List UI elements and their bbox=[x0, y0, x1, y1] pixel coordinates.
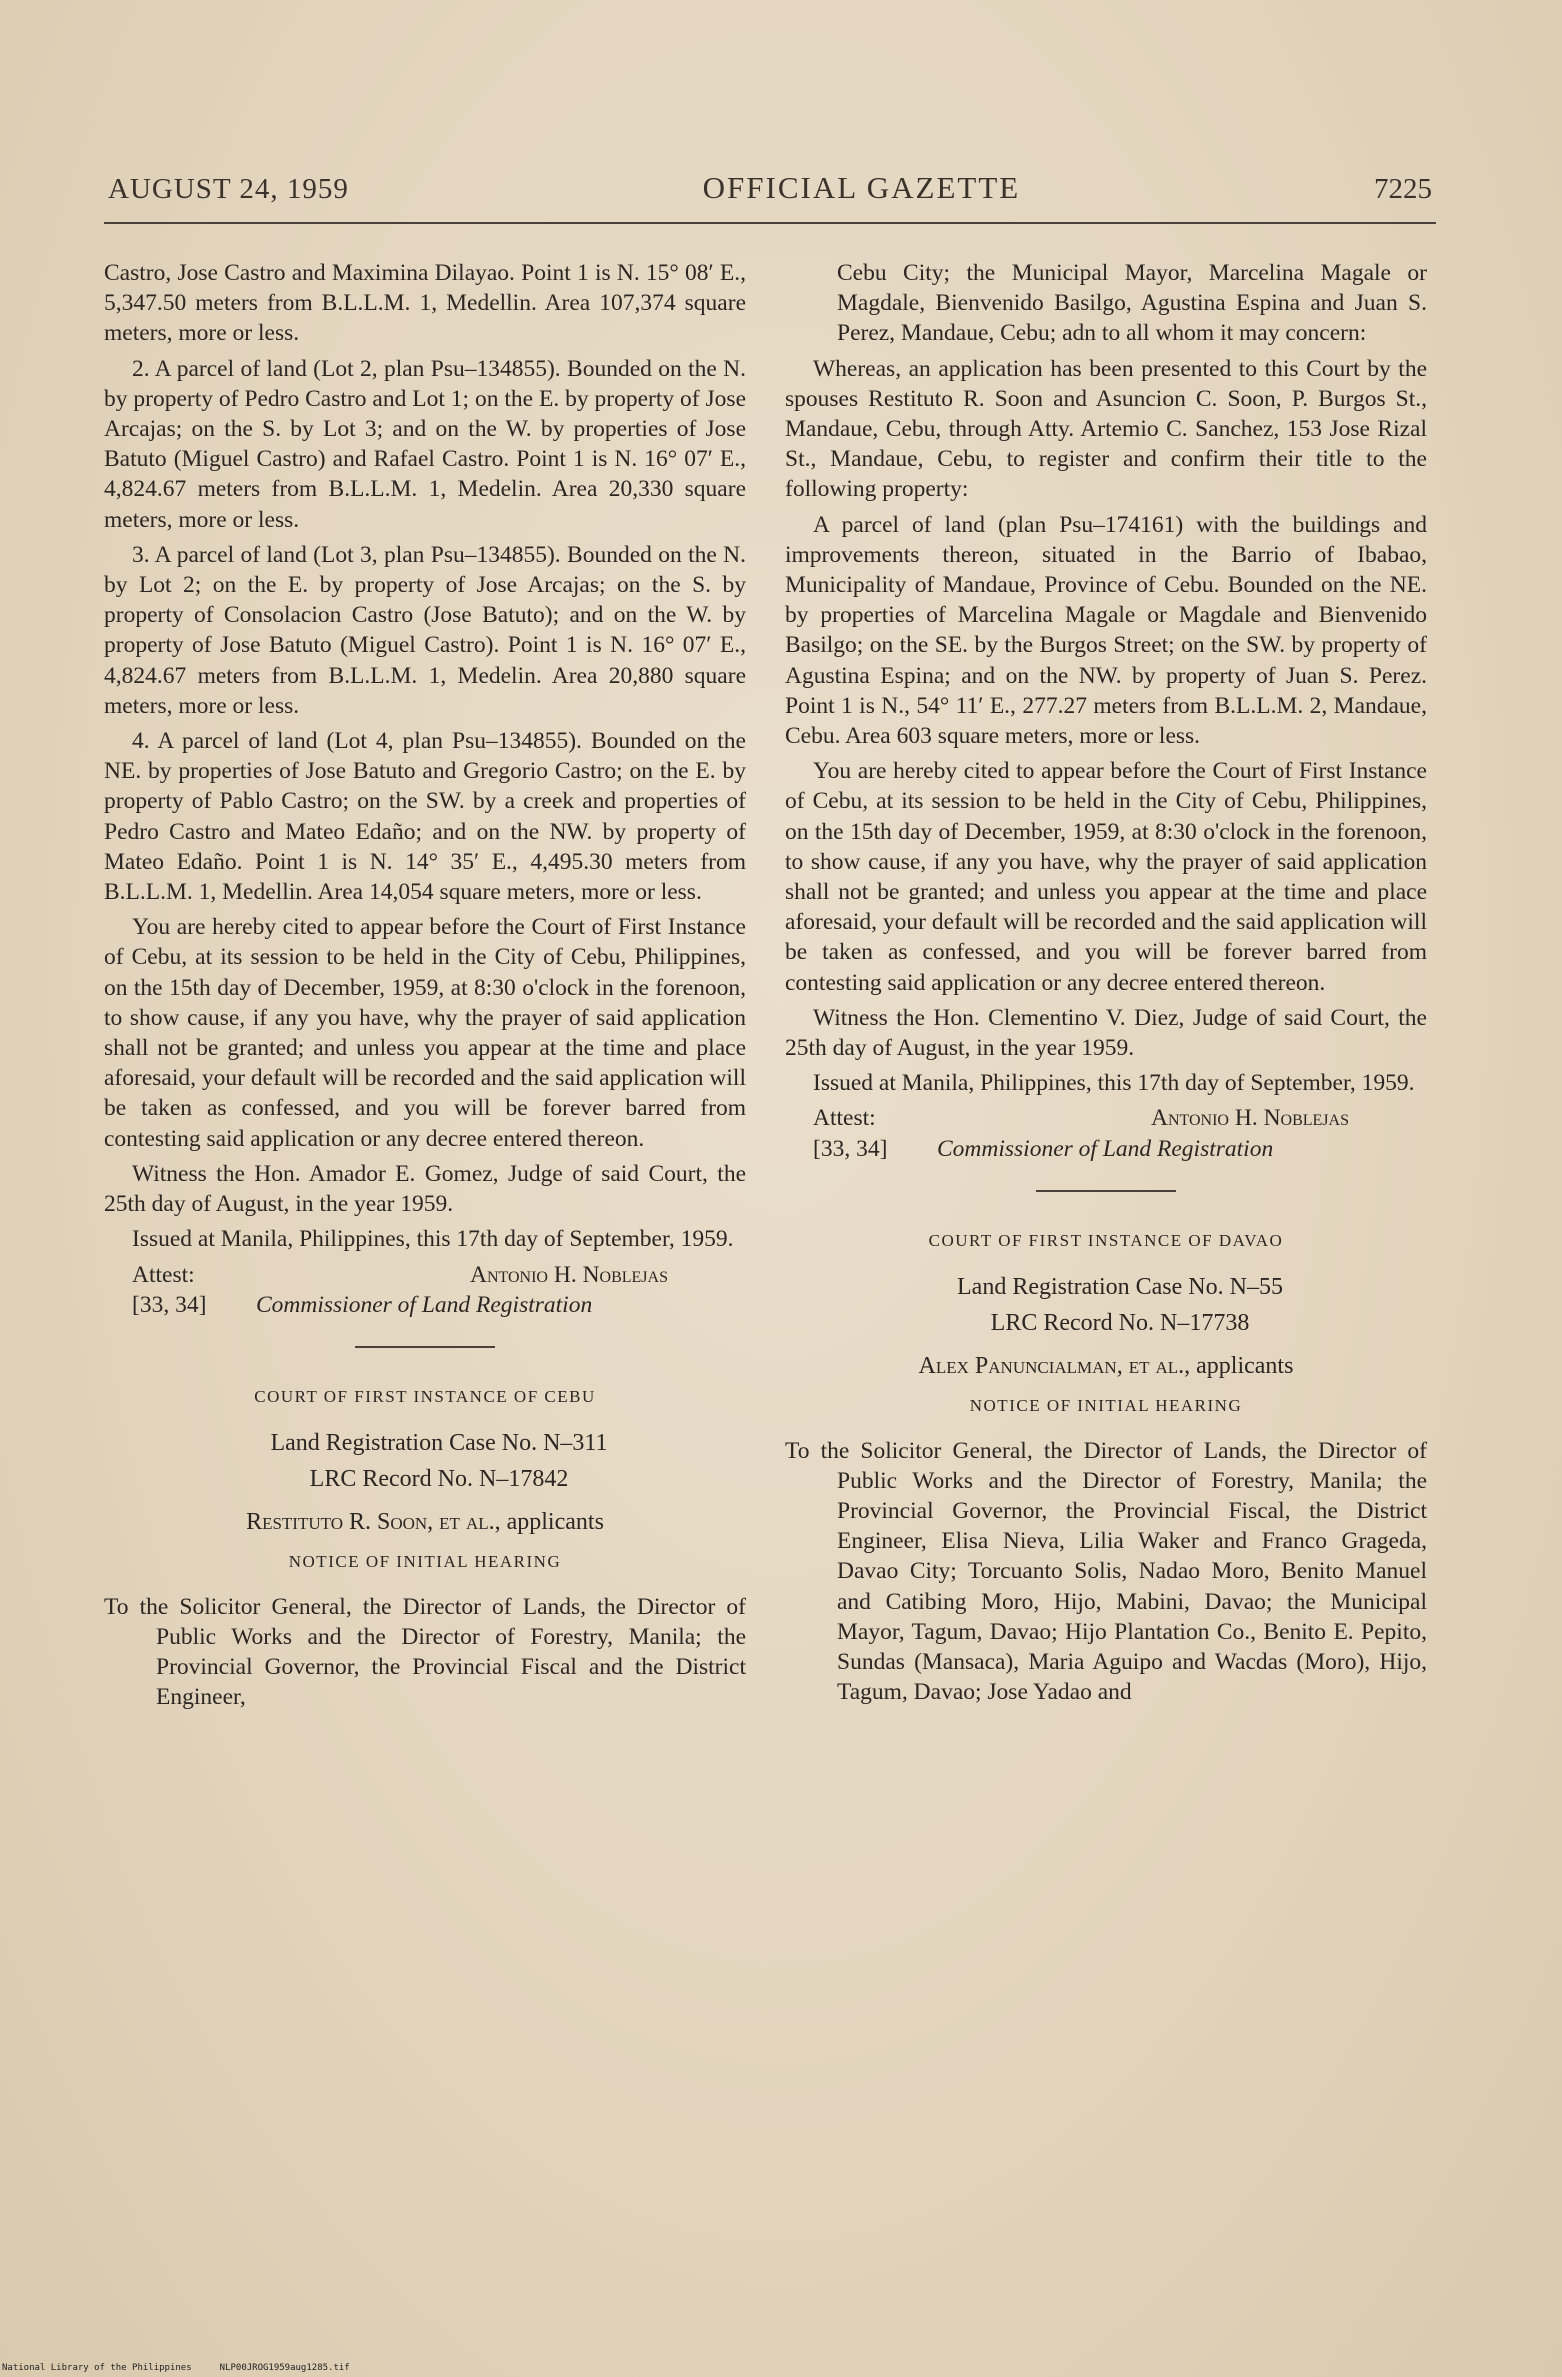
paragraph: Witness the Hon. Amador E. Gomez, Judge of said Court, the 25th day of August, in the year 1959. bbox=[104, 1160, 746, 1218]
paragraph: A parcel of land (plan Psu–174161) with the buildings and improvements thereon, situated in the Barrio of Ibabao, Municipality of Mandaue, Province of Cebu. Bounded on the NE. by properties of Marcelina Magale or Magdale and Bienvenido Basilgo; on the SE. by the Burgos Street; on the SW. by property of Agustina Espina; and on the NW. by property of Juan S. Perez. Point 1 is N., 54° 11′ E., 277.27 meters from B.L.L.M. 2, Mandaue, Cebu. Area 603 square meters, more or less. bbox=[785, 511, 1427, 750]
signature-line bbox=[104, 1290, 746, 1320]
paragraph: Whereas, an application has been presented to this Court by the spouses Restituto R. Soon and Asuncion C. Soon, P. Burgos St., Mandaue, Cebu, through Atty. Artemio C. Sanchez, 153 Jose Rizal St., Mandaue, Cebu, to register and confirm their title to the following property: bbox=[785, 355, 1427, 503]
attest-name: Antonio H. Noblejas bbox=[1150, 1105, 1349, 1132]
paragraph: Cebu City; the Municipal Mayor, Marcelina Magale or Magdale, Bienvenido Basilgo, Agustina Espina and Juan S. Perez, Mandaue, Cebu; adn to all whom it may concern: bbox=[837, 260, 1427, 347]
record-number: LRC Record No. N–17842 bbox=[309, 1466, 569, 1493]
paragraph: Witness the Hon. Clementino V. Diez, Judge of said Court, the 25th day of August, in the year 1959. bbox=[785, 1004, 1427, 1062]
commissioner-title: Commissioner of Land Registration bbox=[937, 1135, 1274, 1162]
paragraph: 4. A parcel of land (Lot 4, plan Psu–134855). Bounded on the NE. by properties of Jose Batuto and Gregorio Castro; on the E. by property of Pablo Castro; on the SW. by a creek and properties of Pedro Castro and Mateo Edaño; and on the NW. by property of Mateo Edaño. Point 1 is N. 14° 35′ E., 4,495.30 meters from B.L.L.M. 1, Medellin. Area 14,054 square meters, more or less. bbox=[104, 728, 746, 906]
court-heading: COURT OF FIRST INSTANCE OF CEBU bbox=[254, 1386, 596, 1406]
issue-ref: [33, 34] bbox=[813, 1135, 888, 1162]
paragraph: Issued at Manila, Philippines, this 17th day of September, 1959. bbox=[132, 1226, 734, 1253]
applicant-name: Alex Panuncialman, et al., bbox=[918, 1353, 1191, 1380]
commissioner-title: Commissioner of Land Registration bbox=[256, 1291, 593, 1318]
attest-line bbox=[785, 1103, 1427, 1133]
page-number: 7225 bbox=[1373, 173, 1432, 205]
attest-line bbox=[104, 1260, 746, 1290]
library-credit: National Library of the Philippines bbox=[2, 2363, 192, 2373]
record-number: LRC Record No. N–17738 bbox=[990, 1310, 1250, 1337]
notice-heading: NOTICE OF INITIAL HEARING bbox=[969, 1396, 1243, 1416]
case-number: Land Registration Case No. N–311 bbox=[270, 1430, 608, 1457]
signature-line bbox=[785, 1134, 1427, 1164]
applicants-line bbox=[104, 1507, 746, 1537]
court-heading: COURT OF FIRST INSTANCE OF DAVAO bbox=[928, 1230, 1284, 1250]
attest-label: Attest: bbox=[132, 1261, 195, 1288]
addressees: To the Solicitor General, the Director of Lands, the Director of Public Works and the Director of Forestry, Manila; the Provincial Governor, the Provincial Fiscal and the District Engineer, bbox=[104, 1593, 746, 1711]
page-header bbox=[108, 170, 1432, 218]
paragraph: 2. A parcel of land (Lot 2, plan Psu–134855). Bounded on the N. by property of Pedro Castro and Lot 1; on the E. by property of Jose Arcajas; on the S. by Lot 3; and on the W. by properties of Jose Batuto (Miguel Castro) and Rafael Castro. Point 1 is N. 16° 07′ E., 4,824.67 meters from B.L.L.M. 1, Medelin. Area 20,330 square meters, more or less. bbox=[104, 355, 746, 533]
attest-name: Antonio H. Noblejas bbox=[469, 1261, 668, 1288]
notice-heading: NOTICE OF INITIAL HEARING bbox=[288, 1552, 562, 1572]
applicant-suffix: applicants bbox=[1190, 1353, 1294, 1380]
section-divider bbox=[1036, 1190, 1176, 1192]
attest-label: Attest: bbox=[813, 1105, 876, 1132]
paragraph: You are hereby cited to appear before the Court of First Instance of Cebu, at its session to be held in the City of Cebu, Philippines, on the 15th day of December, 1959, at 8:30 o'clock in the forenoon, to show cause, if any you have, why the prayer of said application shall not be granted; and unless you appear at the time and place aforesaid, your default will be recorded and the said application will be taken as confessed, and you will be forever barred from contesting said application or any decree entered thereon. bbox=[785, 758, 1427, 996]
header-rule bbox=[104, 222, 1436, 224]
applicant-suffix: applicants bbox=[500, 1509, 604, 1536]
section-divider bbox=[355, 1346, 495, 1348]
paragraph: You are hereby cited to appear before the Court of First Instance of Cebu, at its session to be held in the City of Cebu, Philippines, on the 15th day of December, 1959, at 8:30 o'clock in the forenoon, to show cause, if any you have, why the prayer of said application shall not be granted; and unless you appear at the time and place aforesaid, your default will be recorded and the said application will be taken as confessed, and you will be forever barred from contesting said application or any decree entered thereon. bbox=[104, 914, 746, 1152]
paragraph: Castro, Jose Castro and Maximina Dilayao. Point 1 is N. 15° 08′ E., 5,347.50 meters from B.L.L.M. 1, Medellin. Area 107,374 square meters, more or less. bbox=[104, 260, 746, 347]
scan-filename: NLP00JROG1959aug1285.tif bbox=[219, 2363, 350, 2373]
right-column bbox=[785, 258, 1427, 1712]
addressees: To the Solicitor General, the Director of Lands, the Director of Public Works and the Director of Forestry, Manila; the Provincial Governor, the Provincial Fiscal, the District Engineer, Elisa Nieva, Lilia Waker and Franco Grageda, Davao City; Torcuanto Solis, Nadao Moro, Benito Manuel and Catibing Moro, Hijo, Mabini, Davao; the Municipal Mayor, Tagum, Davao; Hijo Plantation Co., Benito E. Pepito, Sundas (Mansaca), Maria Aguipo and Wacdas (Moro), Hijo, Tagum, Davao; Jose Yadao and bbox=[785, 1437, 1427, 1706]
issue-ref: [33, 34] bbox=[132, 1291, 207, 1318]
case-number: Land Registration Case No. N–55 bbox=[957, 1274, 1283, 1301]
paragraph: 3. A parcel of land (Lot 3, plan Psu–134855). Bounded on the N. by Lot 2; on the E. by property of Jose Arcajas; on the S. by property of Consolacion Castro (Jose Batuto); and on the W. by property of Jose Batuto (Miguel Castro). Point 1 is N. 16° 07′ E., 4,824.67 meters from B.L.L.M. 1, Medelin. Area 20,880 square meters, more or less. bbox=[104, 541, 746, 719]
paragraph: Issued at Manila, Philippines, this 17th day of September, 1959. bbox=[813, 1070, 1415, 1097]
publication-title: OFFICIAL GAZETTE bbox=[702, 170, 1021, 205]
left-column bbox=[104, 258, 746, 1717]
issue-date: AUGUST 24, 1959 bbox=[108, 173, 349, 205]
applicants-line bbox=[785, 1351, 1427, 1381]
scan-footer bbox=[0, 2363, 350, 2373]
applicant-name: Restituto R. Soon, et al., bbox=[246, 1509, 501, 1536]
